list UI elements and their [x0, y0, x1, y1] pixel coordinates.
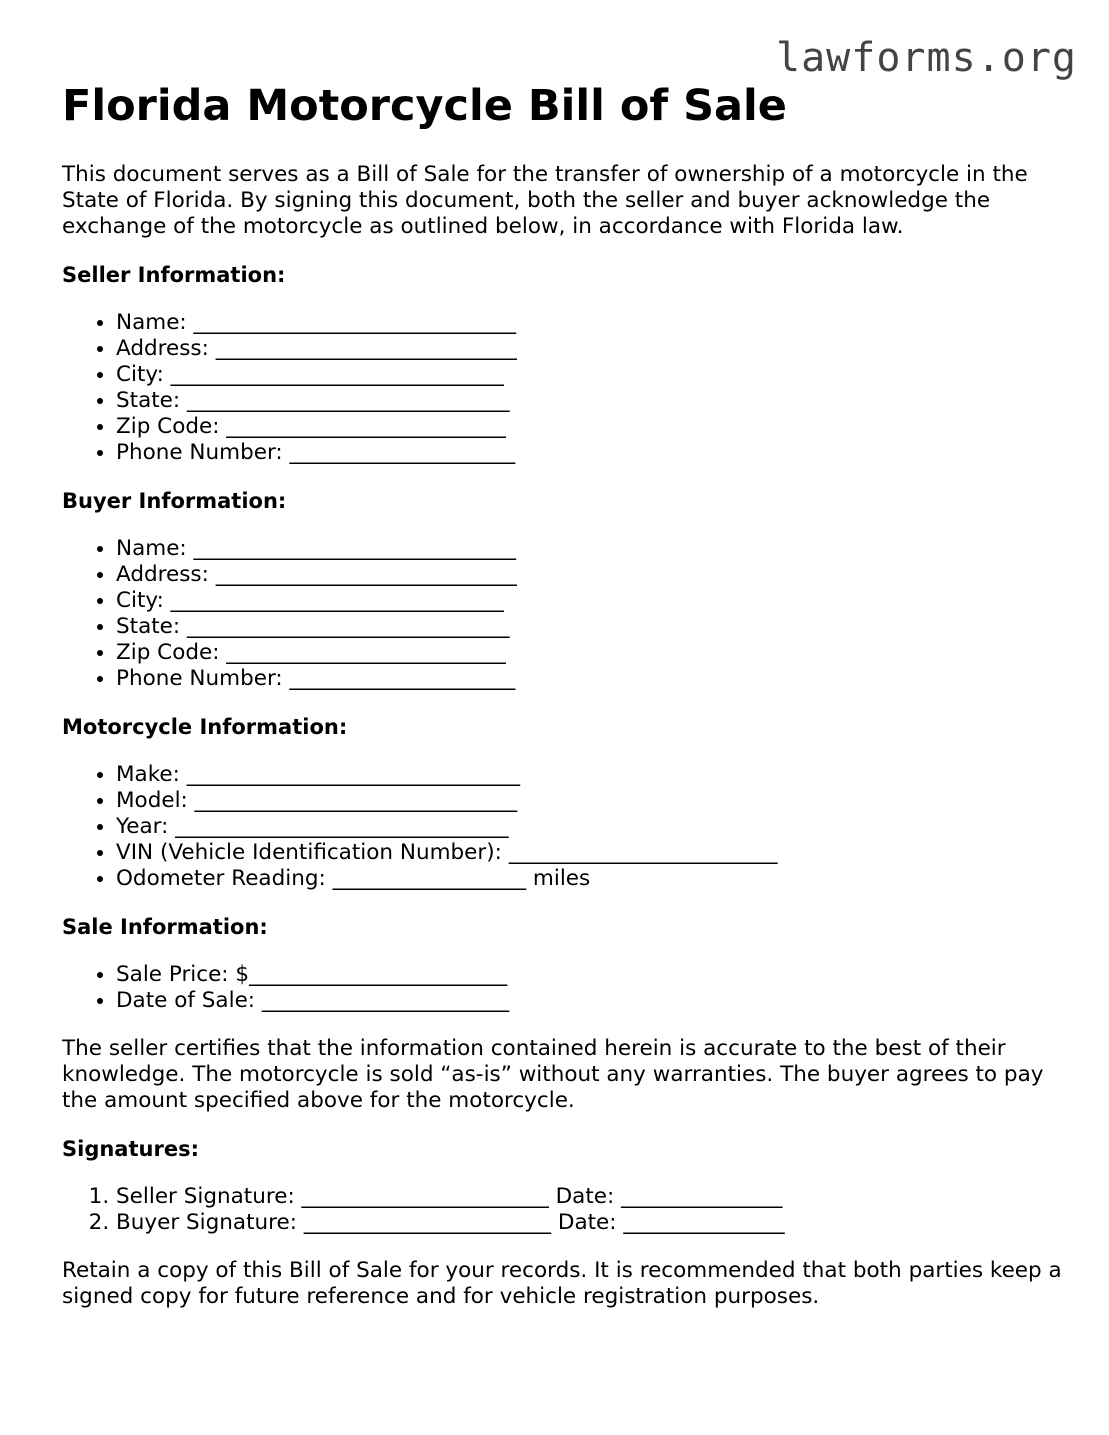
seller-phone-field: • Phone Number: _____________________	[116, 440, 1062, 466]
intro-paragraph: This document serves as a Bill of Sale for the transfer of ownership of a motorcycle in the State of Florida. By signing this document, both the seller and buyer acknowledge the exchange of the motorcycle as outlined below, in accordance with Florida law.	[62, 162, 1028, 239]
buyer-name-field: • Name: ______________________________	[116, 536, 1062, 562]
motorcycle-model-field: • Model: ______________________________	[116, 788, 1062, 814]
motorcycle-year-field: • Year: _______________________________	[116, 814, 1062, 840]
seller-signature-line: 1. Seller Signature: _______________________ Date: _______________	[116, 1184, 1062, 1210]
buyer-signature-line: 2. Buyer Signature: _______________________ Date: _______________	[116, 1210, 1062, 1236]
sale-price-field: • Sale Price: $________________________	[116, 962, 1062, 988]
motorcycle-field-list	[62, 762, 1062, 892]
motorcycle-odometer-field: • Odometer Reading: __________________ miles	[116, 866, 1062, 892]
buyer-zip-field: • Zip Code: __________________________	[116, 640, 1062, 666]
certification-paragraph: The seller certifies that the information contained herein is accurate to the best of their knowledge. The motorcycle is sold “as-is” without any warranties. The buyer agrees to pay the amount specified above for the motorcycle.	[62, 1036, 1044, 1113]
seller-name-field: • Name: ______________________________	[116, 310, 1062, 336]
buyer-state-field: • State: ______________________________	[116, 614, 1062, 640]
sale-date-field: • Date of Sale: _______________________	[116, 988, 1062, 1014]
closing-paragraph: Retain a copy of this Bill of Sale for your records. It is recommended that both parties keep a signed copy for future reference and for vehicle registration purposes.	[62, 1258, 1062, 1309]
buyer-city-field: • City: _______________________________	[116, 588, 1062, 614]
seller-zip-field: • Zip Code: __________________________	[116, 414, 1062, 440]
sale-field-list	[62, 962, 1062, 1014]
signatures-heading: Signatures:	[62, 1137, 199, 1161]
seller-heading: Seller Information:	[62, 263, 286, 287]
buyer-heading: Buyer Information:	[62, 489, 287, 513]
motorcycle-make-field: • Make: _______________________________	[116, 762, 1062, 788]
buyer-field-list	[62, 536, 1062, 692]
document-title: Florida Motorcycle Bill of Sale	[62, 81, 787, 131]
lawforms-watermark: lawforms.org	[776, 35, 1077, 81]
motorcycle-vin-field: • VIN (Vehicle Identification Number): _________________________	[116, 840, 1062, 866]
seller-state-field: • State: ______________________________	[116, 388, 1062, 414]
seller-address-field: • Address: ____________________________	[116, 336, 1062, 362]
sale-heading: Sale Information:	[62, 915, 268, 939]
seller-field-list	[62, 310, 1062, 466]
signature-list	[62, 1184, 1062, 1236]
buyer-phone-field: • Phone Number: _____________________	[116, 666, 1062, 692]
motorcycle-heading: Motorcycle Information:	[62, 715, 348, 739]
document-page	[62, 80, 1062, 1310]
seller-city-field: • City: _______________________________	[116, 362, 1062, 388]
buyer-address-field: • Address: ____________________________	[116, 562, 1062, 588]
